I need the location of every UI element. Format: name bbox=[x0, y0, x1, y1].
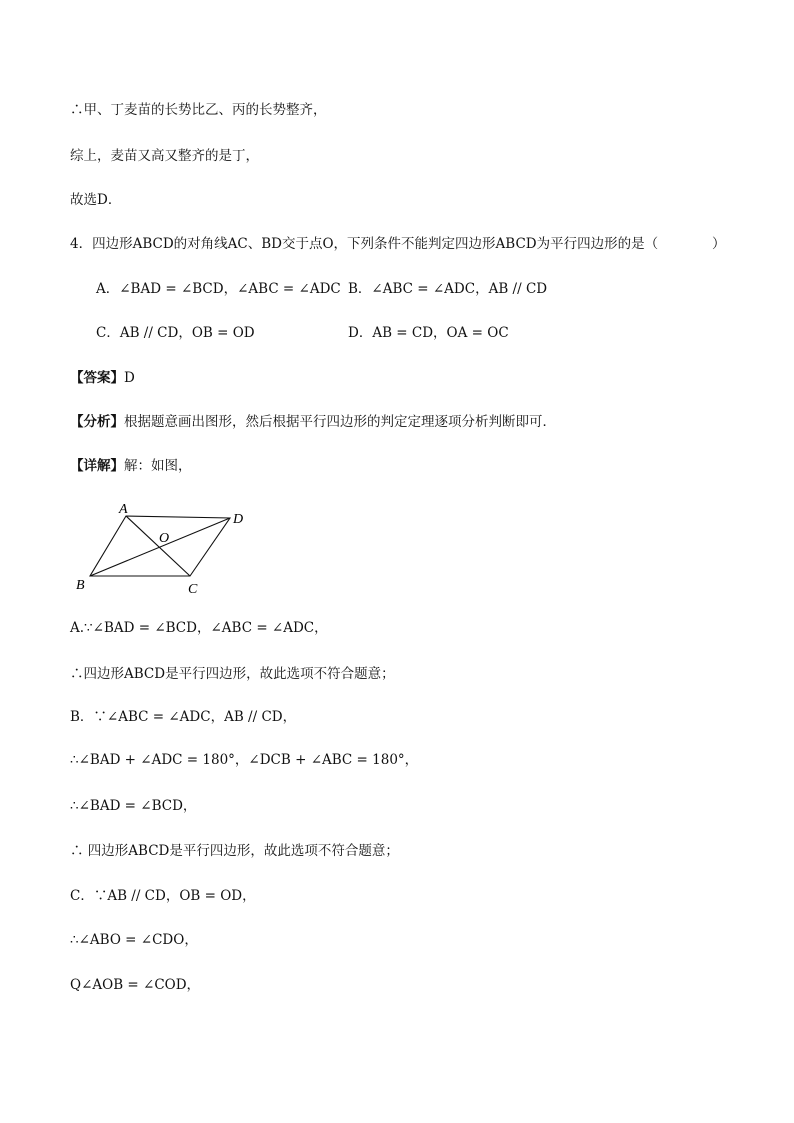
option-b: B．∠ABC = ∠ADC，AB // CD bbox=[348, 281, 548, 297]
solution-line-3: B．∵∠ABC = ∠ADC，AB // CD， bbox=[70, 709, 297, 725]
question-closing-paren: ） bbox=[712, 236, 726, 252]
solution-line-9: Q∠AOB = ∠COD， bbox=[70, 977, 201, 993]
analysis-tag: 【分析】 bbox=[70, 414, 124, 430]
label-c: C bbox=[188, 582, 198, 597]
answer-value: D bbox=[124, 370, 135, 386]
solution-line-2: ∴四边形ABCD是平行四边形，故此选项不符合题意； bbox=[70, 666, 395, 682]
question-stem: 四边形ABCD的对角线AC、BD交于点O，下列条件不能判定四边形ABCD为平行四边形的是（ bbox=[92, 236, 659, 252]
detail-tag: 【详解】 bbox=[70, 458, 124, 474]
solution-line-6: ∴ 四边形ABCD是平行四边形，故此选项不符合题意； bbox=[70, 843, 399, 859]
answer-line bbox=[70, 368, 135, 388]
solution-line-4: ∴∠BAD + ∠ADC = 180°，∠DCB + ∠ABC = 180°， bbox=[70, 752, 419, 768]
solution-line-7: C．∵AB // CD，OB = OD， bbox=[70, 888, 256, 904]
analysis-line bbox=[70, 412, 556, 432]
label-a: A bbox=[119, 502, 128, 517]
detail-text: 解：如图， bbox=[124, 458, 192, 474]
solution-line-1: A.∵∠BAD = ∠BCD，∠ABC = ∠ADC， bbox=[70, 620, 328, 636]
question-4 bbox=[70, 234, 658, 254]
solution-line-5: ∴∠BAD = ∠BCD， bbox=[70, 798, 197, 814]
diagonal-bd bbox=[90, 518, 230, 576]
answer-tag: 【答案】 bbox=[70, 370, 124, 386]
label-o: O bbox=[159, 531, 170, 546]
question-number: 4． bbox=[70, 236, 93, 252]
solution-line-8: ∴∠ABO = ∠CDO， bbox=[70, 932, 198, 948]
label-d: D bbox=[233, 512, 244, 527]
text-line-2: 综上，麦苗又高又整齐的是丁， bbox=[70, 148, 259, 164]
diagonal-ac bbox=[126, 516, 190, 576]
parallelogram-figure bbox=[70, 496, 270, 600]
option-c: C．AB // CD，OB = OD bbox=[96, 325, 255, 341]
label-b: B bbox=[76, 578, 85, 593]
analysis-text: 根据题意画出图形，然后根据平行四边形的判定定理逐项分析判断即可． bbox=[124, 414, 556, 430]
option-d: D．AB = CD，OA = OC bbox=[348, 325, 509, 341]
option-a: A．∠BAD = ∠BCD，∠ABC = ∠ADC bbox=[96, 281, 341, 297]
detail-line bbox=[70, 456, 192, 476]
text-line-3: 故选D． bbox=[70, 192, 122, 208]
text-line-1: ∴甲、丁麦苗的长势比乙、丙的长势整齐， bbox=[70, 102, 327, 118]
